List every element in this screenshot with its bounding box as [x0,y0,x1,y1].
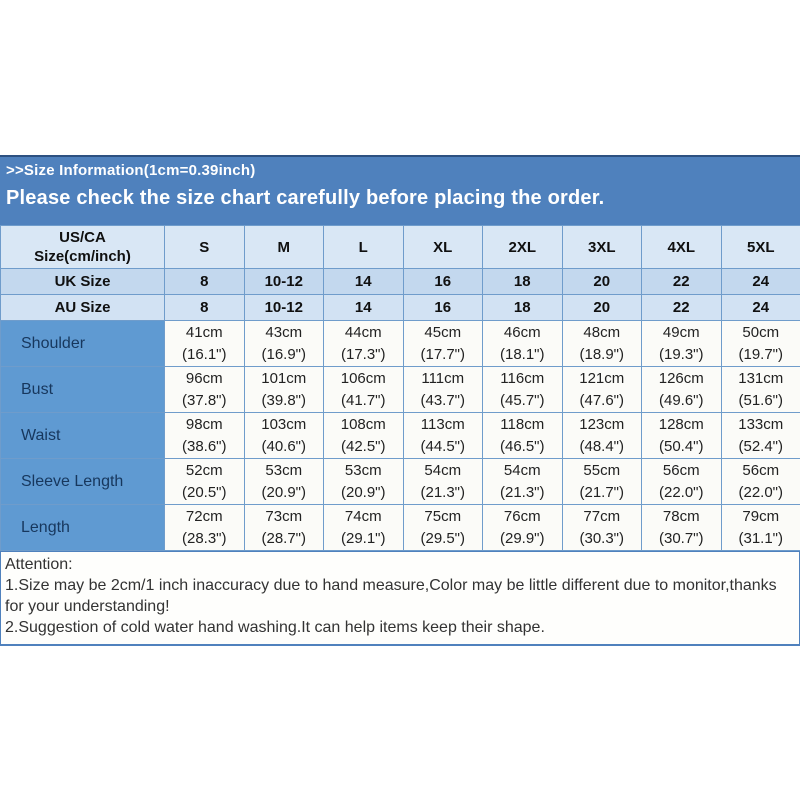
measurement-label: Bust [1,367,165,413]
measurement-cm: 41cm [185,323,223,341]
measurement-cm: 108cm [340,415,386,433]
measurement-cell [165,413,245,459]
measurement-label: Waist [1,413,165,459]
measurement-cell [483,505,563,551]
attention-box [0,551,800,646]
measurement-cell [562,413,642,459]
size-column-header: XL [403,226,483,269]
size-column-header: 3XL [562,226,642,269]
measurement-cell [562,459,642,505]
measurement-inch: (20.9") [261,483,306,501]
measurement-inch: (38.6") [181,437,227,455]
measurement-inch: (31.1") [738,529,783,547]
size-column-header: 2XL [483,226,563,269]
measurement-inch: (39.8") [261,391,306,409]
measurement-cell [483,367,563,413]
size-table-body [1,269,800,551]
size-chart-notice: Please check the size chart carefully before placing the order. [6,187,605,209]
uk-size-row [1,269,800,295]
measurement-cell [165,367,245,413]
measurement-cell [721,367,800,413]
measurement-cell [483,459,563,505]
measurement-cm: 121cm [579,369,625,387]
measurement-inch: (19.3") [658,345,704,363]
size-column-header: S [165,226,245,269]
measurement-cell [642,367,722,413]
measurement-cell [642,321,722,367]
uk-size-cell: 22 [642,269,722,295]
measurement-inch: (17.7") [420,345,465,363]
measurement-inch: (21.7") [579,483,624,501]
measurement-inch: (41.7") [340,391,386,409]
measurement-inch: (45.7") [499,391,545,409]
measurement-inch: (17.3") [340,345,386,363]
measurement-row [1,505,800,551]
au-size-cell: 20 [562,295,642,321]
measurement-cm: 43cm [265,323,303,341]
uk-size-label: UK Size [1,269,165,295]
measurement-inch: (28.7") [261,529,306,547]
measurement-inch: (29.1") [340,529,386,547]
uk-size-cell: 10-12 [244,269,324,295]
measurement-cm: 131cm [738,369,784,387]
measurement-inch: (43.7") [420,391,465,409]
measurement-cm: 74cm [344,507,382,525]
measurement-row [1,459,800,505]
uk-size-cell: 8 [165,269,245,295]
measurement-cell [165,321,245,367]
size-column-header: 5XL [721,226,800,269]
measurement-inch: (16.1") [181,345,227,363]
au-size-row [1,295,800,321]
measurement-inch: (48.4") [579,437,624,455]
measurement-cell [721,459,800,505]
measurement-cm: 133cm [738,415,784,433]
attention-line-1: 1.Size may be 2cm/1 inch inaccuracy due to hand measure,Color may be little different due to monitor,thanks for your understanding! [5,577,777,615]
au-size-cell: 10-12 [244,295,324,321]
measurement-cm: 53cm [344,461,382,479]
measurement-inch: (30.3") [579,529,624,547]
measurement-inch: (46.5") [499,437,545,455]
measurement-inch: (18.1") [499,345,545,363]
measurement-row [1,413,800,459]
measurement-cm: 78cm [662,507,700,525]
measurement-inch: (16.9") [261,345,306,363]
measurement-cell [562,321,642,367]
measurement-cm: 49cm [662,323,700,341]
measurement-cell [642,459,722,505]
measurement-inch: (22.0") [658,483,704,501]
measurement-row [1,321,800,367]
measurement-cm: 72cm [185,507,223,525]
measurement-cm: 44cm [344,323,382,341]
measurement-cm: 77cm [583,507,621,525]
measurement-cell [562,505,642,551]
measurement-cell [403,459,483,505]
measurement-cm: 45cm [424,323,462,341]
measurement-cell [244,413,324,459]
measurement-inch: (47.6") [579,391,624,409]
measurement-cm: 128cm [658,415,704,433]
size-column-header: M [244,226,324,269]
measurement-label: Sleeve Length [1,459,165,505]
measurement-cm: 46cm [503,323,541,341]
size-table [0,225,800,551]
au-size-cell: 16 [403,295,483,321]
measurement-inch: (22.0") [738,483,783,501]
measurement-inch: (51.6") [738,391,783,409]
measurement-inch: (40.6") [261,437,306,455]
attention-line-2: 2.Suggestion of cold water hand washing.It can help items keep their shape. [5,619,545,636]
measurement-cm: 118cm [500,415,545,433]
measurement-cell [244,321,324,367]
measurement-cell [324,367,404,413]
measurement-cell [244,459,324,505]
uk-size-cell: 20 [562,269,642,295]
measurement-cell [721,321,800,367]
top-whitespace [0,0,800,155]
measurement-inch: (44.5") [420,437,465,455]
measurement-cell [324,413,404,459]
measurement-cm: 53cm [265,461,303,479]
measurement-cell [403,505,483,551]
measurement-cell [403,321,483,367]
au-size-cell: 22 [642,295,722,321]
measurement-cm: 56cm [742,461,780,479]
measurement-inch: (20.9") [340,483,386,501]
measurement-cell [721,413,800,459]
measurement-cm: 50cm [742,323,780,341]
au-size-label: AU Size [1,295,165,321]
measurement-cm: 98cm [185,415,223,433]
measurement-inch: (19.7") [738,345,783,363]
corner-header [1,226,165,269]
au-size-cell: 14 [324,295,404,321]
measurement-cm: 116cm [500,369,545,387]
measurement-inch: (42.5") [340,437,386,455]
measurement-cell [642,413,722,459]
measurement-cm: 111cm [421,369,465,387]
measurement-cell [165,505,245,551]
title-band [0,155,800,225]
measurement-cm: 101cm [261,369,307,387]
measurement-cm: 55cm [583,461,621,479]
measurement-cell [562,367,642,413]
measurement-cm: 106cm [340,369,386,387]
measurement-label: Shoulder [1,321,165,367]
measurement-inch: (52.4") [738,437,783,455]
measurement-row [1,367,800,413]
measurement-cm: 79cm [742,507,780,525]
measurement-cell [324,505,404,551]
measurement-cell [721,505,800,551]
measurement-cell [403,367,483,413]
measurement-cm: 56cm [662,461,700,479]
measurement-inch: (18.9") [579,345,624,363]
measurement-cm: 75cm [424,507,462,525]
measurement-cm: 54cm [424,461,462,479]
measurement-cell [244,505,324,551]
measurement-cm: 96cm [185,369,223,387]
corner-header-line2: Size(cm/inch) [34,248,131,265]
measurement-cm: 54cm [503,461,541,479]
measurement-cm: 103cm [261,415,307,433]
size-column-header: 4XL [642,226,722,269]
corner-header-line1: US/CA [59,229,106,246]
uk-size-cell: 24 [721,269,800,295]
measurement-cell [483,413,563,459]
measurement-inch: (49.6") [658,391,704,409]
measurement-cm: 123cm [579,415,625,433]
attention-title: Attention: [5,556,73,573]
size-column-header: L [324,226,404,269]
au-size-cell: 8 [165,295,245,321]
au-size-cell: 18 [483,295,563,321]
measurement-cell [483,321,563,367]
measurement-inch: (21.3") [420,483,465,501]
measurement-inch: (28.3") [181,529,227,547]
measurement-cell [324,459,404,505]
measurement-label: Length [1,505,165,551]
measurement-inch: (20.5") [181,483,227,501]
measurement-cm: 113cm [420,415,465,433]
size-information-heading: >>Size Information(1cm=0.39inch) [6,162,256,179]
au-size-cell: 24 [721,295,800,321]
measurement-cell [403,413,483,459]
measurement-inch: (21.3") [499,483,545,501]
measurement-cell [244,367,324,413]
measurement-cell [165,459,245,505]
uk-size-cell: 14 [324,269,404,295]
measurement-inch: (29.9") [499,529,545,547]
measurement-inch: (30.7") [658,529,704,547]
size-table-head [1,226,800,269]
measurement-cm: 76cm [503,507,541,525]
measurement-cell [324,321,404,367]
measurement-cell [642,505,722,551]
measurement-cm: 52cm [185,461,223,479]
measurement-inch: (29.5") [420,529,465,547]
measurement-inch: (37.8") [181,391,227,409]
measurement-inch: (50.4") [658,437,704,455]
measurement-cm: 48cm [583,323,621,341]
uk-size-cell: 16 [403,269,483,295]
measurement-cm: 126cm [658,369,704,387]
measurement-cm: 73cm [265,507,303,525]
uk-size-cell: 18 [483,269,563,295]
header-row [1,226,800,269]
